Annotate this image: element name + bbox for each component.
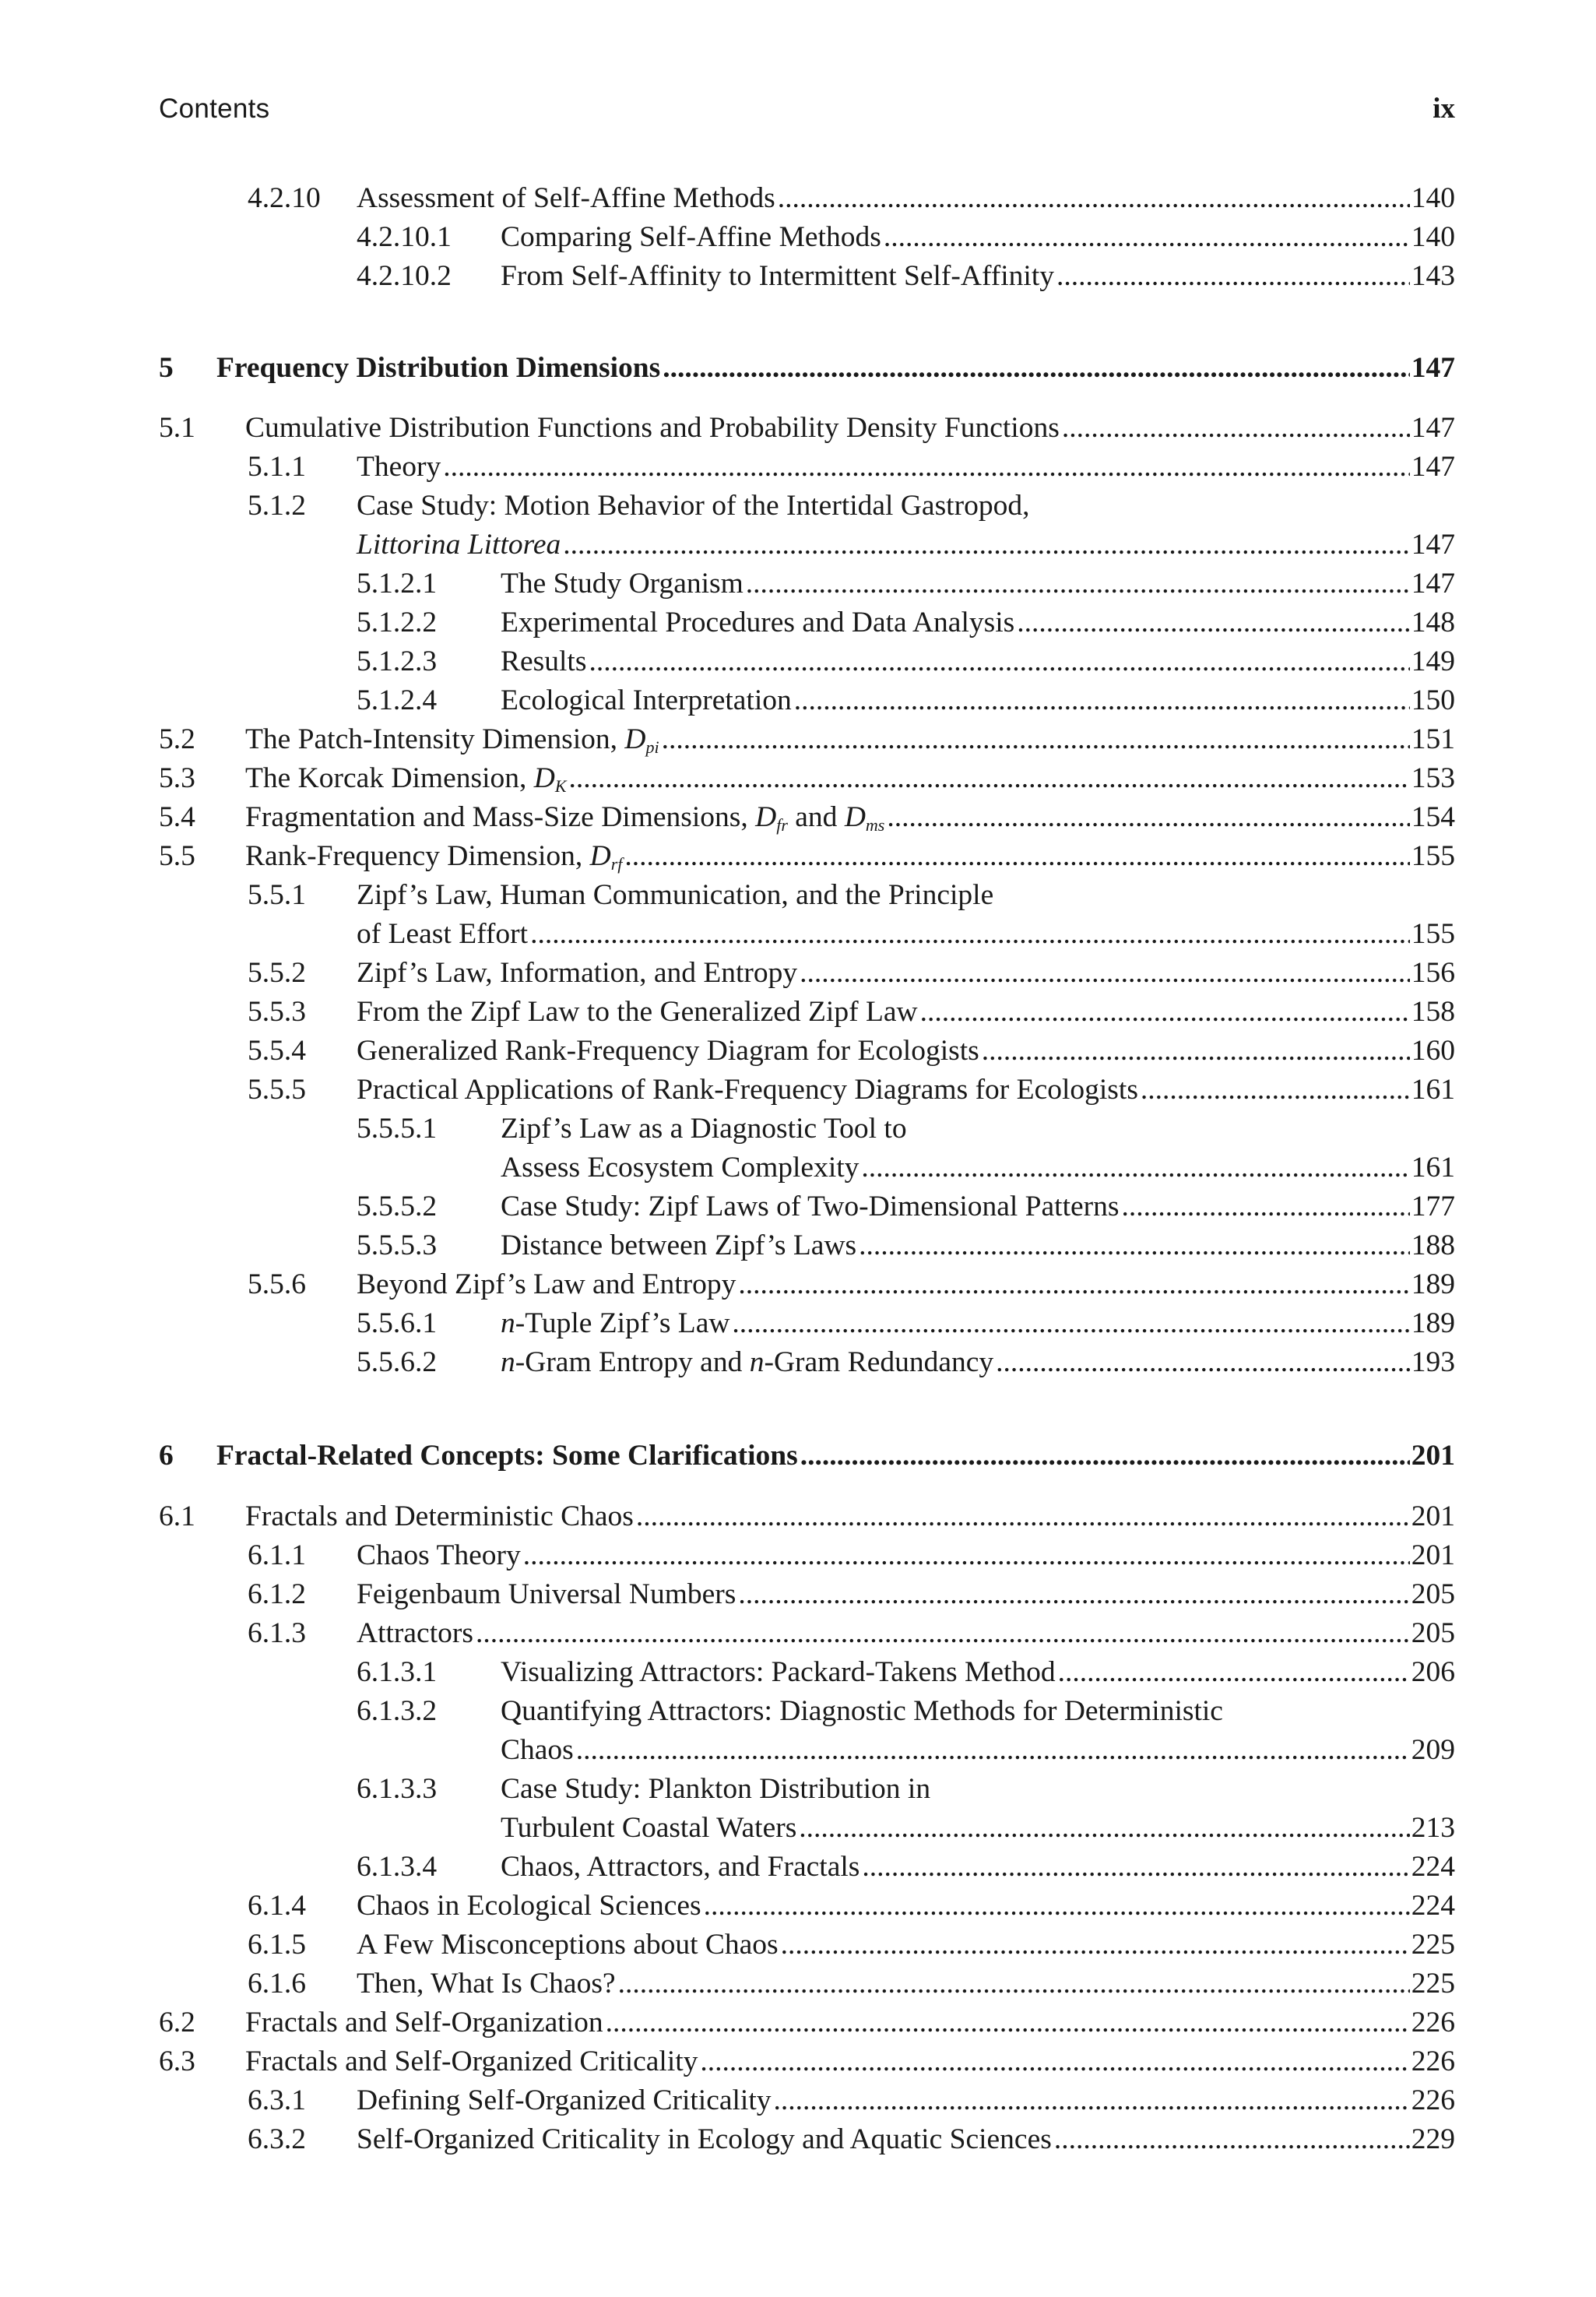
dot-leader: [663, 349, 1410, 388]
dot-leader: [800, 1437, 1410, 1476]
section-number: 5.1.2.2: [357, 607, 438, 638]
dot-leader: [1141, 1071, 1410, 1110]
entry-title: Fractals and Self-Organization: [245, 2007, 603, 2038]
dot-leader: [996, 1343, 1410, 1382]
toc-entry[interactable]: [0, 2120, 1596, 2159]
entry-title: Cumulative Distribution Functions and Probability Density Functions: [245, 412, 1060, 444]
entry-title: From Self-Affinity to Intermittent Self-Affinity: [501, 260, 1055, 292]
entry-page: 161: [1411, 1074, 1455, 1106]
entry-page: 188: [1411, 1229, 1455, 1261]
toc-entry[interactable]: [0, 1614, 1596, 1653]
math-symbol: D: [844, 801, 866, 833]
entry-title: The Korcak Dimension, $D_K$: [245, 762, 567, 796]
toc-entry[interactable]: [0, 1653, 1596, 1692]
section-number: 5.2: [159, 723, 195, 755]
toc-entry[interactable]: [0, 218, 1596, 257]
entry-page: 140: [1411, 182, 1455, 214]
section-number: 6.3.2: [248, 2123, 306, 2155]
dot-leader: [800, 954, 1410, 993]
chapter-page: 147: [1411, 352, 1455, 384]
entry-title: Self-Organized Criticality in Ecology and Aquatic Sciences: [357, 2123, 1052, 2155]
dot-leader: [569, 759, 1410, 798]
toc-entry[interactable]: [0, 2042, 1596, 2081]
dot-leader: [920, 993, 1410, 1032]
chapter-number: 5: [159, 352, 174, 384]
math-subscript: fr: [776, 815, 788, 835]
dot-leader: [1054, 2120, 1410, 2159]
toc-entry[interactable]: [0, 837, 1596, 876]
section-number: 5.1.2.3: [357, 645, 438, 677]
dot-leader: [774, 2081, 1410, 2120]
section-number: 6.3: [159, 2045, 195, 2077]
dot-leader: [443, 448, 1409, 487]
chapter-number: 6: [159, 1440, 174, 1472]
entry-title: n-Gram Entropy and n-Gram Redundancy: [501, 1346, 994, 1378]
entry-title: Chaos, Attractors, and Fractals: [501, 1851, 860, 1883]
entry-page: 206: [1411, 1656, 1455, 1688]
entry-page: 153: [1411, 762, 1455, 794]
toc-entry[interactable]: [0, 876, 1596, 915]
toc-entry[interactable]: [0, 759, 1596, 798]
entry-page: 224: [1411, 1851, 1455, 1883]
entry-page: 225: [1411, 1968, 1455, 2000]
entry-title: Results: [501, 645, 587, 677]
dot-leader: [799, 1809, 1409, 1848]
section-number: 5.1: [159, 412, 195, 444]
dot-leader: [700, 2042, 1409, 2081]
section-number: 5.1.2: [248, 490, 306, 522]
dot-leader: [738, 1265, 1409, 1304]
entry-page: 189: [1411, 1268, 1455, 1300]
entry-title: A Few Misconceptions about Chaos: [357, 1929, 779, 1961]
math-symbol: D: [624, 723, 646, 755]
toc-entry[interactable]: [0, 1536, 1596, 1575]
entry-page: 156: [1411, 957, 1455, 989]
entry-page: 143: [1411, 260, 1455, 292]
entry-page: 205: [1411, 1578, 1455, 1610]
entry-page: 225: [1411, 1929, 1455, 1961]
toc-entry[interactable]: [0, 642, 1596, 681]
dot-leader: [523, 1536, 1410, 1575]
entry-title: Feigenbaum Universal Numbers: [357, 1578, 736, 1610]
entry-title: The Study Organism: [501, 568, 744, 600]
entry-page: 147: [1411, 529, 1455, 561]
dot-leader: [884, 218, 1410, 257]
section-number: 5.1.2.4: [357, 684, 438, 716]
toc-entry[interactable]: [0, 565, 1596, 603]
section-number: 5.1.1: [248, 451, 306, 483]
dot-leader: [704, 1887, 1410, 1926]
section-number: 6.1.3.1: [357, 1656, 438, 1688]
math-symbol: n: [749, 1346, 765, 1378]
dot-leader: [862, 1848, 1409, 1887]
dot-leader: [781, 1926, 1410, 1965]
math-symbol: D: [533, 762, 555, 794]
toc-entry-continuation[interactable]: [0, 1809, 1596, 1848]
section-number: 6.3.1: [248, 2084, 306, 2116]
section-number: 4.2.10.2: [357, 260, 452, 292]
toc-entry-continuation[interactable]: [0, 1148, 1596, 1187]
dot-leader: [606, 2003, 1410, 2042]
entry-title: Assessment of Self-Affine Methods: [357, 182, 775, 214]
entry-title: Fragmentation and Mass-Size Dimensions, $D_{fr}$ and $D_{ms}$: [245, 801, 885, 835]
section-number: 5.5.3: [248, 996, 306, 1028]
math-symbol: n: [501, 1346, 515, 1378]
section-number: 5.5.4: [248, 1035, 306, 1067]
entry-page: 140: [1411, 221, 1455, 253]
math-symbol: D: [755, 801, 777, 833]
entry-title: Distance between Zipf’s Laws: [501, 1229, 857, 1261]
toc-entry[interactable]: [0, 1343, 1596, 1382]
chapter-title: Frequency Distribution Dimensions: [216, 352, 661, 384]
entry-title: Generalized Rank-Frequency Diagram for Ecologists: [357, 1035, 979, 1067]
toc-entry[interactable]: [0, 1965, 1596, 2003]
dot-leader: [746, 565, 1410, 603]
dot-leader: [618, 1965, 1410, 2003]
entry-title: From the Zipf Law to the Generalized Zipf Law: [357, 996, 918, 1028]
toc-entry[interactable]: [0, 1110, 1596, 1148]
section-number: 6.1: [159, 1500, 195, 1532]
entry-page: 158: [1411, 996, 1455, 1028]
section-number: 5.5: [159, 840, 195, 872]
entry-title: Chaos Theory: [357, 1539, 521, 1571]
toc-entry[interactable]: [0, 1187, 1596, 1226]
section-number: 5.1.2.1: [357, 568, 438, 600]
chapter-page: 201: [1411, 1440, 1455, 1472]
math-subscript: ms: [865, 815, 885, 835]
dot-leader: [1058, 1653, 1410, 1692]
entry-page: 177: [1411, 1191, 1455, 1222]
toc-entry[interactable]: [0, 1497, 1596, 1536]
section-number: 5.5.5.3: [357, 1229, 438, 1261]
section-number: 5.5.6.2: [357, 1346, 438, 1378]
entry-page: 155: [1411, 840, 1455, 872]
chapter-title: Fractal-Related Concepts: Some Clarifications: [216, 1440, 798, 1472]
entry-title: Defining Self-Organized Criticality: [357, 2084, 772, 2116]
section-number: 6.1.3.3: [357, 1773, 438, 1805]
entry-page: 149: [1411, 645, 1455, 677]
section-number: 4.2.10.1: [357, 221, 452, 253]
entry-title: Quantifying Attractors: Diagnostic Methods for Deterministic: [501, 1695, 1223, 1727]
entry-title: Fractals and Deterministic Chaos: [245, 1500, 634, 1532]
running-title: Contents: [159, 93, 270, 124]
entry-title: Rank-Frequency Dimension, $D_{rf}$: [245, 840, 623, 874]
toc-entry-continuation[interactable]: [0, 1731, 1596, 1770]
entry-title: Case Study: Zipf Laws of Two-Dimensional Patterns: [501, 1191, 1120, 1222]
entry-page: 151: [1411, 723, 1455, 755]
entry-title: Ecological Interpretation: [501, 684, 792, 716]
entry-page: 148: [1411, 607, 1455, 638]
entry-title: Practical Applications of Rank-Frequency Diagrams for Ecologists: [357, 1074, 1138, 1106]
entry-page: 213: [1411, 1812, 1455, 1844]
entry-page: 147: [1411, 568, 1455, 600]
toc-entry[interactable]: [0, 1575, 1596, 1614]
dot-leader: [732, 1304, 1409, 1343]
entry-page: 201: [1411, 1539, 1455, 1571]
section-number: 5.5.5: [248, 1074, 306, 1106]
entry-title: Chaos: [501, 1734, 574, 1766]
entry-title: Comparing Self-Affine Methods: [501, 221, 881, 253]
entry-title: Then, What Is Chaos?: [357, 1968, 616, 2000]
entry-page: 154: [1411, 801, 1455, 833]
dot-leader: [563, 526, 1410, 565]
section-number: 5.5.5.2: [357, 1191, 438, 1222]
dot-leader: [794, 681, 1410, 720]
page-number: ix: [1433, 93, 1455, 125]
section-number: 6.1.6: [248, 1968, 306, 2000]
entry-page: 189: [1411, 1307, 1455, 1339]
entry-page: 147: [1411, 412, 1455, 444]
dot-leader: [624, 837, 1409, 876]
entry-page: 147: [1411, 451, 1455, 483]
section-number: 6.1.3.2: [357, 1695, 438, 1727]
entry-title: Littorina Littorea: [357, 529, 561, 561]
toc-entry[interactable]: [0, 720, 1596, 759]
dot-leader: [861, 1148, 1409, 1187]
section-number: 6.1.3: [248, 1617, 306, 1649]
dot-leader: [778, 179, 1410, 218]
dot-leader: [859, 1226, 1410, 1265]
dot-leader: [738, 1575, 1409, 1614]
entry-title: Zipf’s Law, Information, and Entropy: [357, 957, 798, 989]
entry-page: 209: [1411, 1734, 1455, 1766]
dot-leader: [1017, 603, 1410, 642]
section-number: 5.4: [159, 801, 195, 833]
dot-leader: [576, 1731, 1410, 1770]
entry-page: 226: [1411, 2084, 1455, 2116]
entry-title: Theory: [357, 451, 441, 483]
toc-entry[interactable]: [0, 681, 1596, 720]
chapter-entry[interactable]: [0, 1437, 1596, 1476]
math-subscript: K: [554, 776, 567, 796]
math-symbol: D: [589, 840, 611, 872]
section-number: 5.5.2: [248, 957, 306, 989]
math-subscript: pi: [645, 737, 659, 757]
entry-title: Zipf’s Law, Human Communication, and the Principle: [357, 879, 994, 911]
entry-page: 224: [1411, 1890, 1455, 1922]
section-number: 6.2: [159, 2007, 195, 2038]
dot-leader: [887, 798, 1409, 837]
toc-entry[interactable]: [0, 1692, 1596, 1731]
toc-entry[interactable]: [0, 2003, 1596, 2042]
toc-entry[interactable]: [0, 1032, 1596, 1071]
dot-leader: [589, 642, 1409, 681]
entry-page: 201: [1411, 1500, 1455, 1532]
toc-entry[interactable]: [0, 1848, 1596, 1887]
entry-title: Chaos in Ecological Sciences: [357, 1890, 701, 1922]
entry-title: Turbulent Coastal Waters: [501, 1812, 797, 1844]
entry-title: Visualizing Attractors: Packard-Takens Method: [501, 1656, 1056, 1688]
entry-page: 229: [1411, 2123, 1455, 2155]
math-symbol: n: [501, 1307, 515, 1339]
toc-entry[interactable]: [0, 603, 1596, 642]
toc-entry[interactable]: [0, 179, 1596, 218]
toc-entry[interactable]: [0, 954, 1596, 993]
section-number: 6.1.3.4: [357, 1851, 438, 1883]
dot-leader: [1056, 257, 1410, 296]
section-number: 5.5.6: [248, 1268, 306, 1300]
entry-title: Case Study: Plankton Distribution in: [501, 1773, 931, 1805]
entry-title: of Least Effort: [357, 918, 529, 950]
toc-entry[interactable]: [0, 409, 1596, 448]
dot-leader: [530, 915, 1410, 954]
section-number: 6.1.2: [248, 1578, 306, 1610]
toc-entry[interactable]: [0, 1770, 1596, 1809]
section-number: 6.1.1: [248, 1539, 306, 1571]
toc-entry[interactable]: [0, 1304, 1596, 1343]
dot-leader: [636, 1497, 1410, 1536]
entry-page: 150: [1411, 684, 1455, 716]
toc-entry[interactable]: [0, 1071, 1596, 1110]
toc-entry-continuation[interactable]: [0, 526, 1596, 565]
entry-page: 226: [1411, 2045, 1455, 2077]
entry-page: 160: [1411, 1035, 1455, 1067]
toc-entry[interactable]: [0, 1265, 1596, 1304]
entry-page: 226: [1411, 2007, 1455, 2038]
section-number: 5.5.6.1: [357, 1307, 438, 1339]
section-number: 5.3: [159, 762, 195, 794]
entry-page: 193: [1411, 1346, 1455, 1378]
dot-leader: [476, 1614, 1410, 1653]
chapter-entry[interactable]: [0, 349, 1596, 388]
entry-title: Beyond Zipf’s Law and Entropy: [357, 1268, 736, 1300]
dot-leader: [1122, 1187, 1410, 1226]
entry-page: 205: [1411, 1617, 1455, 1649]
toc-entry[interactable]: [0, 487, 1596, 526]
dot-leader: [662, 720, 1410, 759]
toc-entry[interactable]: [0, 798, 1596, 837]
section-number: 6.1.4: [248, 1890, 306, 1922]
dot-leader: [982, 1032, 1410, 1071]
section-number: 6.1.5: [248, 1929, 306, 1961]
section-number: 4.2.10: [248, 182, 321, 214]
toc-entry[interactable]: [0, 1926, 1596, 1965]
dot-leader: [1062, 409, 1410, 448]
toc-entry-continuation[interactable]: [0, 915, 1596, 954]
entry-title: Attractors: [357, 1617, 473, 1649]
entry-title: The Patch-Intensity Dimension, $D_{pi}$: [245, 723, 659, 757]
toc-entry[interactable]: [0, 2081, 1596, 2120]
section-number: 5.5.5.1: [357, 1113, 438, 1145]
entry-page: 161: [1411, 1152, 1455, 1184]
toc-entry[interactable]: [0, 1226, 1596, 1265]
entry-title: Zipf’s Law as a Diagnostic Tool to: [501, 1113, 907, 1145]
entry-title: Assess Ecosystem Complexity: [501, 1152, 860, 1184]
entry-page: 155: [1411, 918, 1455, 950]
toc-entry[interactable]: [0, 1887, 1596, 1926]
section-number: 5.5.1: [248, 879, 306, 911]
entry-title: Fractals and Self-Organized Criticality: [245, 2045, 698, 2077]
entry-title: Experimental Procedures and Data Analysis: [501, 607, 1015, 638]
entry-title: n-Tuple Zipf’s Law: [501, 1307, 730, 1339]
math-subscript: rf: [610, 854, 623, 874]
entry-title: Case Study: Motion Behavior of the Intertidal Gastropod,: [357, 490, 1030, 522]
toc-entry[interactable]: [0, 257, 1596, 296]
toc-entry[interactable]: [0, 448, 1596, 487]
toc-entry[interactable]: [0, 993, 1596, 1032]
